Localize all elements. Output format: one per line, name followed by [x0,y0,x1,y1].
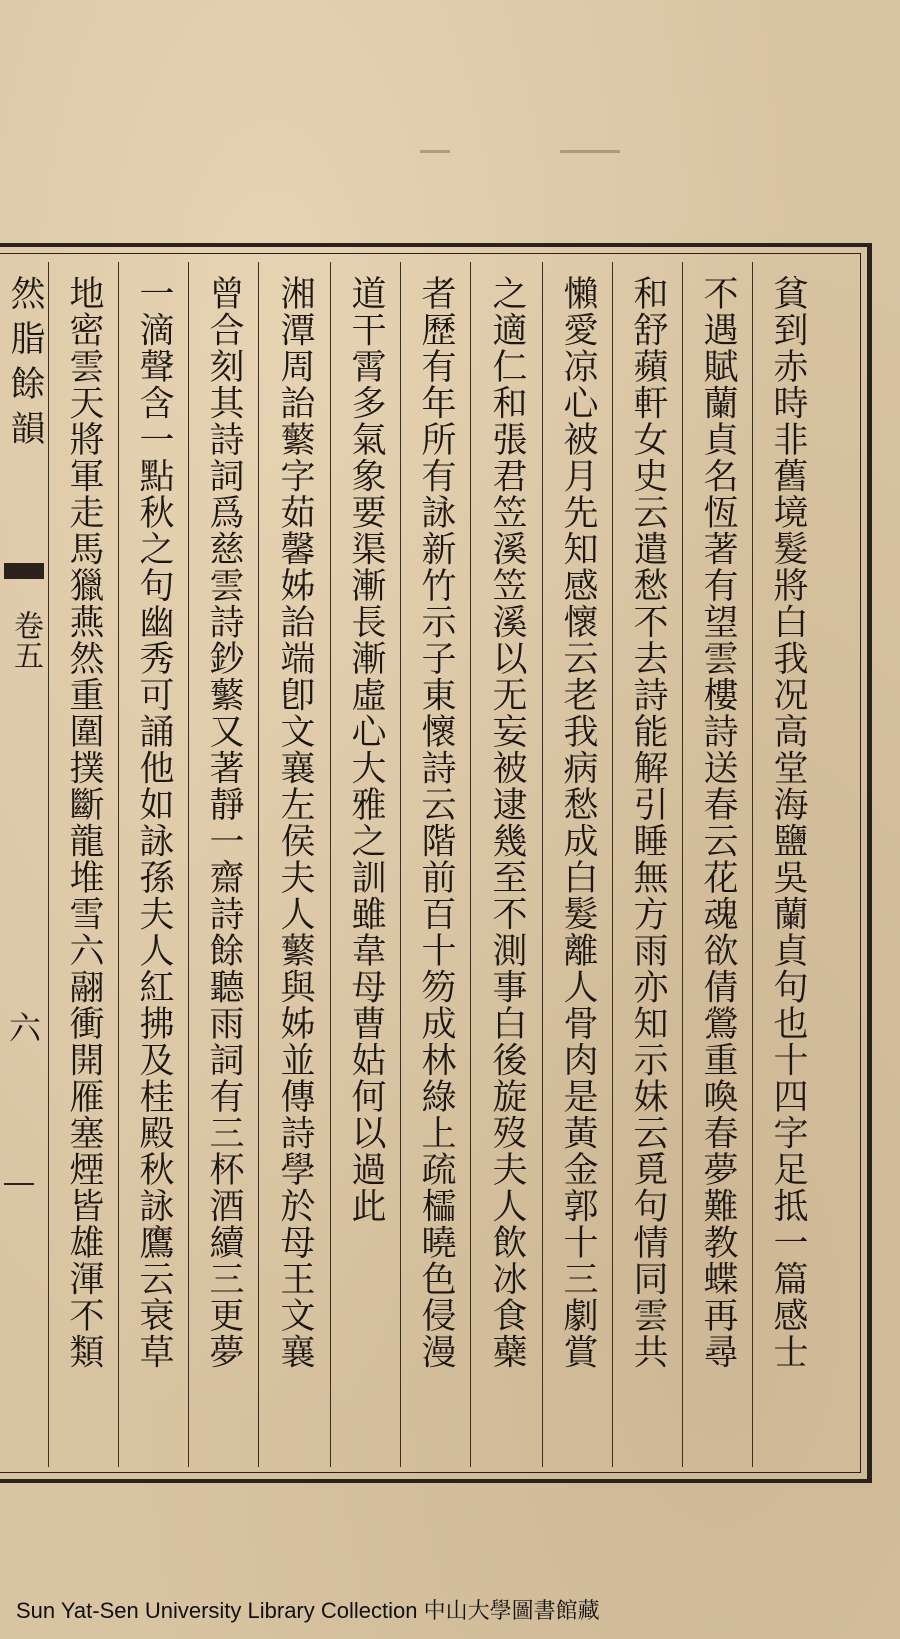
column-rule [48,262,49,1467]
fishtail-mark [4,563,44,579]
column-rule [400,262,401,1467]
margin-rule [4,1183,34,1185]
library-credit: Sun Yat-Sen University Library Collection 中山大學圖書館藏 [16,1598,600,1623]
book-title: 然脂餘韻 [5,275,45,455]
column-rule [542,262,543,1467]
text-column: 不遇賦蘭貞名恆著有望雲樓詩送春云花魂欲倩鶯重喚春夢難教蝶再尋 [698,275,738,1370]
column-rule [118,262,119,1467]
column-rule [188,262,189,1467]
column-rule [258,262,259,1467]
text-column: 地密雲天將軍走馬獵燕然重圍撲斷龍堆雪六翮衝開雁塞煙皆雄渾不類 [64,275,104,1370]
volume-label: 卷五 [8,610,43,670]
text-column: 湘潭周詒蘩字茹馨姊詒端卽文襄左侯夫人蘩與姊並傳詩學於母王文襄 [275,275,315,1370]
text-column: 之適仁和張君笠溪笠溪以无妄被逮幾至不測事白後旋歿夫人飲冰食蘗 [487,275,527,1370]
column-rule [330,262,331,1467]
page-number: 六 [8,1009,41,1047]
column-rule [470,262,471,1467]
text-column: 懶愛凉心被月先知感懷云老我病愁成白髮離人骨肉是黃金郭十三劇賞 [558,275,598,1370]
column-rule [612,262,613,1467]
text-column: 貧到赤時非舊境髮將白我况高堂海鹽吳蘭貞句也十四字足抵一篇感士 [768,275,808,1370]
text-column: 者歷有年所有詠新竹示子東懷詩云階前百十笏成林綠上疏櫺曉色侵漫 [416,275,456,1370]
column-rule [752,262,753,1467]
text-column: 一滴聲含一點秋之句幽秀可誦他如詠孫夫人紅拂及桂殿秋詠鷹云衰草 [134,275,174,1370]
paper-speck [420,150,450,153]
paper-speck [560,150,620,153]
text-column: 曾合刻其詩詞爲慈雲詩鈔蘩又著靜一齋詩餘聽雨詞有三杯酒續三更夢 [204,275,244,1370]
column-rule [682,262,683,1467]
text-column: 和舒蘋軒女史云遣愁不去詩能解引睡無方雨亦知示妹云覓句情同雲共 [628,275,668,1370]
text-column: 道干霄多氣象要渠漸長漸虛心大雅之訓雖韋母曹姑何以過此 [346,275,386,1224]
